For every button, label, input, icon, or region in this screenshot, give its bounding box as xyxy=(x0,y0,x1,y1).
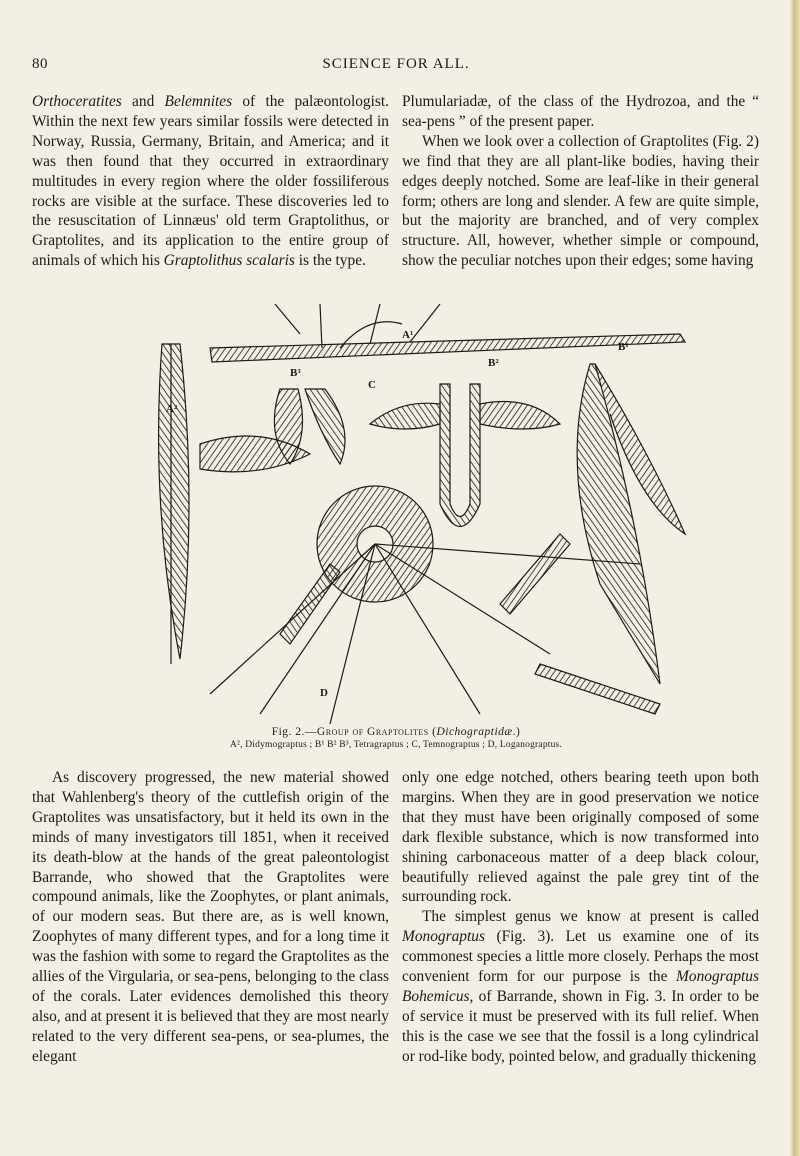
column-top-right xyxy=(402,92,759,271)
text-run: ( xyxy=(428,726,437,738)
text-run: of the palæontologist. Within the next few years similar fossils were detected in Norway, Russia, Germany, Britain, and America; and it was then found that they occurred in extraordinary multitudes in every region where the older fossiliferous rocks are visible at the surface. These discoveries led to the resuscitation of Linnæus' old term Graptolithus, or Graptolites, and its application to the entire group of animals of which his xyxy=(32,93,389,270)
italic-term: Monograptus xyxy=(402,928,485,946)
italic-term: Monograptus Bohemicus xyxy=(402,968,759,1005)
text-run: — xyxy=(304,726,317,738)
graptolite-illustration xyxy=(140,304,700,724)
italic-term: Graptolithus scalaris xyxy=(163,252,295,270)
label-a1: A¹ xyxy=(402,329,414,341)
label-b2: B² xyxy=(488,357,499,369)
figure-caption xyxy=(32,726,760,750)
paragraph: only one edge notched, others bearing teeth upon both margins. When they are in good preservation we notice that they must have been originally composed of some dark flexible substance, which is now transformed into shining carbonaceous matter of a deep black colour, beautifully relieved against the pale grey tint of the surrounding rock. xyxy=(402,769,759,906)
graptolite-drawing xyxy=(140,304,700,724)
page-number: 80 xyxy=(32,56,48,72)
running-head: SCIENCE FOR ALL. xyxy=(322,56,470,72)
column-top-left xyxy=(32,92,389,271)
text-run: .) xyxy=(512,726,521,738)
caption-legend: A², Didymograptus ; B¹ B² B³, Tetragraptus ; C, Temnograptus ; D, Loganograptus. xyxy=(229,740,563,750)
figure-number: Fig. 2. xyxy=(271,726,305,738)
text-run: (Fig. 3). Let us examine one of its commonest species a little more closely. Perhaps the most convenient form for our purpose is the xyxy=(402,928,759,986)
text-run: is the type. xyxy=(294,252,366,270)
drawing-lines xyxy=(159,304,685,724)
paragraph: As discovery progressed, the new material showed that Wahlenberg's theory of the cuttlefish origin of the Graptolites was unsatisfactory, but it held its own in the minds of many investigators till 1851, when it received its death-blow at the hands of the great paleontologist Barrande, who showed that the Graptolites were compound animals, like the Zoophytes, or plant animals, of our modern seas. But there are, as is well known, Zoophytes of many different types, and for a long time it was the fashion with some to regard the Graptolites as the allies of the Virgularia, or sea-pens, belonging to the class of the corals. Later evidences demolished this theory also, and at present it is believed that they are most nearly related to the very different sea-pens, or sea-plumes, the elegant xyxy=(32,769,389,1065)
paragraph xyxy=(402,907,759,1066)
text-run: The simplest genus we know at present is called xyxy=(422,908,759,926)
italic-term: Orthoceratites xyxy=(32,93,122,110)
paragraph: When we look over a collection of Graptolites (Fig. 2) we find that they are all plant-like bodies, having their edges deeply notched. Some are leaf-like in their general form; others are long and slender. A few are quite simple, but the majority are branched, and of very complex structure. All, however, whether simple or compound, show the peculiar notches upon their edges; some having xyxy=(402,132,759,270)
italic-term: Belemnites xyxy=(164,93,233,110)
column-bottom-left xyxy=(32,768,389,1067)
label-c: C xyxy=(368,379,376,391)
label-a2: A² xyxy=(166,403,178,415)
italic-term: Dichograptidæ xyxy=(436,726,513,738)
paragraph: Plumulariadæ, of the class of the Hydrozoa, and the “ sea-pens ” of the present paper. xyxy=(402,93,759,130)
page-edge xyxy=(790,0,800,1156)
caption-title xyxy=(32,726,760,738)
column-bottom-right xyxy=(402,768,759,1067)
label-d: D xyxy=(320,687,328,699)
text-run: , of Barrande, shown in Fig. 3. In order to be of service it must be preserved with its full relief. When this is the case we see that the fossil is a long cylindrical or rod-like body, pointed below, and gradually thickening xyxy=(402,987,759,1065)
label-b1: B¹ xyxy=(618,341,629,353)
text-run: and xyxy=(121,93,165,110)
paragraph xyxy=(32,92,389,271)
page-header xyxy=(32,56,760,78)
caption-heading: Group of Graptolites xyxy=(316,726,429,738)
label-b3: B³ xyxy=(290,367,301,379)
